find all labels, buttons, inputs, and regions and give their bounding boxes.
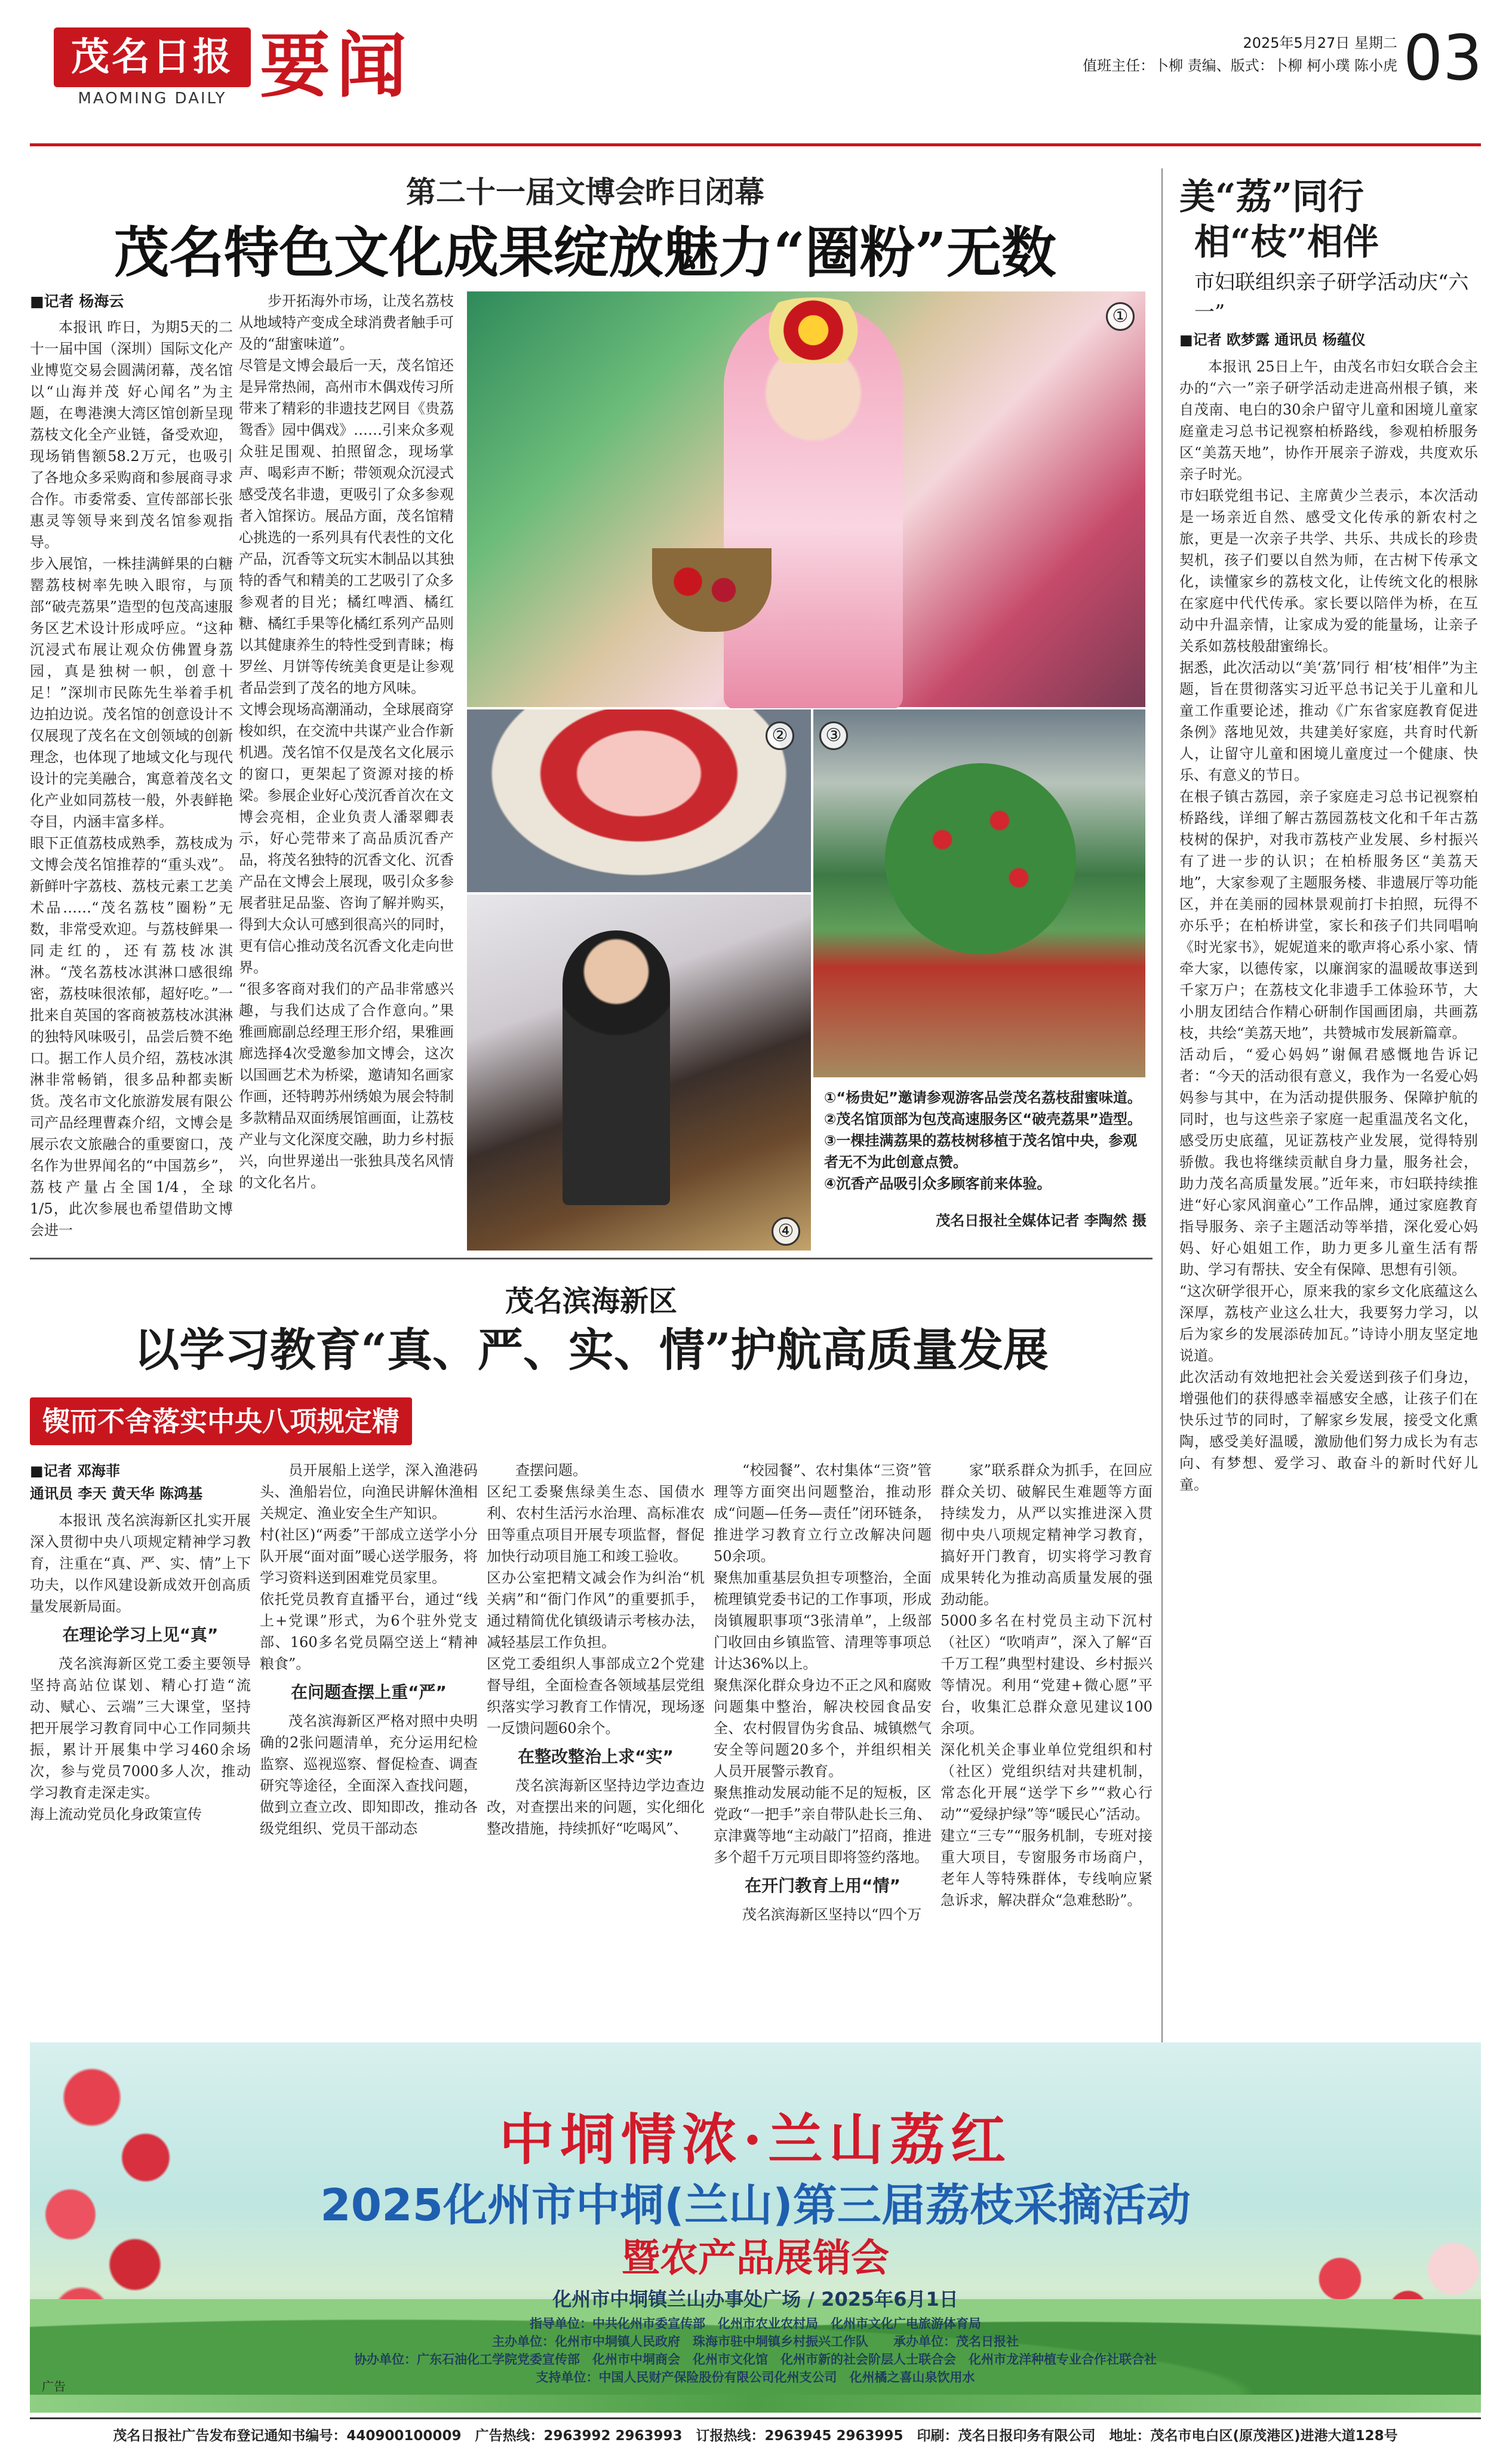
side-headline-1: 美“荔”同行	[1179, 176, 1364, 218]
article1-headline: 茂名特色文化成果绽放魅力“圈粉”无数	[114, 220, 1056, 285]
article1-col2-text: 步开拓海外市场，让茂名荔枝从地域特产变成全球消费者触手可及的“甜蜜味道”。 尽管是文博会最后一天，茂名馆还是异常热闹，高州市木偶戏传习所带来了精彩的非遗技艺网目《贵荔鸳香》园中偶戏》……引来众多观众驻足围观、拍照留念，现场掌声、喝彩声不断；带领观众沉浸式感受茂名非遗，更吸引了众多参观者入馆探访。展品方面，茂名馆精心挑选的一系列具有代表性的文化产品，沉香等文玩实木制品以其独特的香气和精美的工艺吸引了众多参观者的目光；橘红啤酒、橘红糖、橘红手果等化橘红系列产品则以其健康养生的特性受到青睐；梅罗丝、月饼等传统美食更是让参观者品尝到了茂名的地方风味。 文博会现场高潮涌动，全球展商穿梭如织，在交流中共谋产业合作新机遇。茂名馆不仅是茂名文化展示的窗口，更架起了资源对接的桥梁。参展企业好心茂沉香首次在文博会亮相，企业负责人潘翠卿表示，好心莞带来了高品质沉香产品，将茂名独特的沉香文化、沉香产品在文博会上展现，吸引众多参展者驻足品鉴、咨询了解并购买，得到大众认可感到很高兴的同时，更有信心推动茂名沉香文化走向世界。 “很多客商对我们的产品非常感兴趣，与我们达成了合作意向。”果雅画廊副总经理王形介绍，果雅画廊选择4次受邀参加文博会，这次以国画艺术为桥梁，邀请知名画家作画，还特聘苏州绣娘为展会特制多款精品双面绣展馆画面，让荔枝产业与文化深度交融，助力乡村振兴，向世界递出一张独具茂名风情的文化名片。	[239, 293, 454, 1191]
editors: 值班主任：卜柳 责编、版式：卜柳 柯小璞 陈小虎	[1083, 57, 1397, 74]
article2-rule	[30, 1258, 1153, 1259]
badge-1: ①	[1106, 302, 1135, 331]
article2-sub3: 在整改整治上求“实”	[518, 1747, 674, 1766]
article2-col4b-text: 茂名滨海新区坚持以“四个万	[742, 1906, 922, 1923]
article2-col3b-text: 茂名滨海新区坚持边学边查边改，对查摆出来的问题，实化细化整改措施，持续抓好“吃喝风”、	[487, 1777, 705, 1837]
article1-kicker: 第二十一届文博会昨日闭幕	[406, 174, 764, 210]
article2-col1b-text: 茂名滨海新区党工委主要领导坚持高站位谋划、精心打造“流动、赋心、云端”三大课堂，坚持把开展学习教育同中心工作同频共振，累计开展集中学习460余场次，参与党员7000多人次，推动学习教育走深走实。 海上流动党员化身政策宣传	[30, 1655, 251, 1823]
badge-2: ②	[766, 721, 794, 750]
ad-line2: 2025化州市中垌(兰山)第三届荔枝采摘活动	[320, 2180, 1191, 2231]
photo-4	[466, 893, 812, 1252]
article1-col2	[239, 290, 454, 1204]
article2-col3	[487, 1460, 705, 2027]
article2-banner-text: 锲而不舍落实中央八项规定精神	[42, 1405, 399, 1485]
ad-sponsor-guide: 指导单位：中共化州市委宣传部 化州市农业农村局 化州市文化广电旅游体育局	[530, 2316, 981, 2331]
issue-date: 2025年5月27日 星期二	[1243, 35, 1397, 51]
side-byline: ■记者 欧梦露 通讯员 杨蕴仪	[1179, 331, 1366, 348]
article2-col2	[260, 1460, 478, 2027]
article2-col5-text: 家”联系群众为抓手，在回应群众关切、破解民生难题等方面持续发力，从严以实推进深入贯彻中央八项规定精神学习教育，搞好开门教育，切实将学习教育成果转化为推动高质量发展的强劲动能。 5000多名在村党员主动下沉村（社区）“吹哨声”，深入了解“百千万工程”典型村建设、乡村振兴等情况。利用“党建+微心愿”平台，收集汇总群众意见建议100余项。 深化机关企事业单位党组织和村（社区）党组织结对共建机制，常态化开展“送学下乡”“救心行动”“爱绿护绿”等“暖民心”活动。 建立“三专”“服务机制，专班对接重大项目，专窗服务市场商户，老年人等特殊群体，专线响应紧急诉求，解决群众“急难愁盼”。	[941, 1462, 1153, 1909]
header-rule	[30, 143, 1481, 146]
article2-col1-text: 本报讯 茂名滨海新区扎实开展深入贯彻中央八项规定精神学习教育，注重在“真、严、实、情”上下功夫，以作风建设新成效开创高质量发展新局面。	[30, 1512, 251, 1615]
photo-credit: 茂名日报社全媒体记者 李陶然 摄	[936, 1212, 1147, 1229]
logo-en: MAOMING DAILY	[78, 90, 227, 107]
side-headline-2: 相“枝”相伴	[1194, 222, 1379, 263]
article2-col1	[30, 1510, 251, 2047]
article2-col4-text: “校园餐”、农村集体“三资”管理等方面突出问题整治，推动形成“问题—任务—责任”闭环链条，推进学习教育立行立改解决问题50余项。 聚焦加重基层负担专项整治，全面梳理镇党委书记的工作事项，形成岗镇履职事项“3张清单”，上级部门收回由乡镇监管、清理等事项总计达36%以上。 聚焦深化群众身边不正之风和腐败问题集中整治，解决校园食品安全、农村假冒伪劣食品、城镇燃气安全等问题20多个，并组织相关人员开展警示教育。 聚焦推动发展动能不足的短板，区党政“一把手”亲自带队赴长三角、京津冀等地“主动敲门”招商，推进多个超千万元项目即将签约落地。	[714, 1462, 932, 1866]
article2-col5	[941, 1460, 1153, 2027]
photo-2	[466, 708, 812, 893]
side-body-text: 本报讯 25日上午，由茂名市妇女联合会主办的“六一”亲子研学活动走进高州根子镇，来自茂南、电白的30余户留守儿童和困境儿童家庭童走习总书记视察柏桥路线，参观柏桥服务区“美荔天地”，协作开展亲子游戏，共度欢乐亲子时光。 市妇联党组书记、主席黄少兰表示，本次活动是一场亲近自然、感受文化传承的新农村之旅，更是一次亲子共学、共乐、共成长的珍贵契机，孩子们要以自然为师，在古树下传承文化，读懂家乡的荔枝文化，让传统文化的根脉在家庭中代代传承。家长要以陪伴为桥，在互动中升温亲情，让家成为爱的能量场，让亲子关系如荔枝般甜蜜绵长。 据悉，此次活动以“美‘荔’同行 相‘枝’相伴”为主题，旨在贯彻落实习近平总书记关于儿童和儿童工作重要论述，推动《广东省家庭教育促进条例》落地见效，共建美好家庭，共育时代新人，让留守儿童和困境儿童度过一个健康、快乐、有意义的节日。 在根子镇古荔园，亲子家庭走习总书记视察柏桥路线，详细了解古荔园荔枝文化和千年古荔枝树的保护，对我市荔枝产业发展、乡村振兴有了进一步的认识；在柏桥服务区“美荔天地”，大家参观了主题服务楼、非遗展厅等功能区，并在美丽的园林景观前打卡拍照，玩得不亦乐乎；在柏桥讲堂，家长和孩子们共同唱响《时光家书》，妮妮道来的歌声将心系小家、情牵大家，以德传家，以廉润家的温暖故事送到千家万户；在荔枝文化非遗手工体验环节，大小朋友团结合作精心研制作国画团扇，共画荔枝，共绘“美荔天地”，共赞城市发展新篇章。 活动后，“爱心妈妈”谢佩君感慨地告诉记者：“今天的活动很有意义，我作为一名爱心妈妈参与其中，在为活动提供服务、保障护航的同时，也与这些亲子家庭一起重温茂名文化，感受历史底蕴，见证荔枝产业发展，觉得特别骄傲。我也将继续贡献自身力量，服务社会，助力茂名高质量发展。”近年来，市妇联持续推进“好心家风润童心”工作品牌，通过家庭教育指导服务、亲子主题活动等举措，深化爱心妈妈、好心姐姐工作，助力更多儿童生活有帮助、学习有帮扶、安全有保障、思想有引领。 “这次研学很开心，原来我的家乡文化底蕴这么深厚，荔枝产业这么壮大，我要努力学习，以后为家乡的发展添砖加瓦。”诗诗小朋友坚定地说道。 此次活动有效地把社会关爱送到孩子们身边，增强他们的获得感幸福感安全感，让孩子们在快乐过节的同时，了解家乡发展，接受文化熏陶，感受美好温暖，激励他们努力成长为有志向、有梦想、爱学习、敢奋斗的新时代好儿童。	[1179, 358, 1478, 1493]
article2-headline: 以学习教育“真、严、实、情”护航高质量发展	[134, 1323, 1049, 1377]
article2-kicker: 茂名滨海新区	[505, 1285, 677, 1318]
article2-col2-text: 员开展船上送学，深入渔港码头、渔船岩位，向渔民讲解休渔相关规定、渔业安全生产知识。 村(社区)“两委”干部成立送学小分队开展“面对面”暖心送学服务，将学习资料送到困难党员家里。 依托党员教育直播平台，通过“线上+党课”形式，为6个驻外党支部、160多名党员隔空送上“精神粮食”。	[260, 1462, 478, 1672]
article2-sub2: 在问题查摆上重“严”	[291, 1682, 447, 1702]
article2-byline: ■记者 邓海菲 通讯员 李天 黄天华 陈鸿基	[30, 1463, 203, 1502]
ad-place-visible: 化州市中垌镇兰山办事处广场 / 2025年6月1日	[552, 2288, 958, 2311]
ad-line1: 中垌情浓·兰山荔红	[499, 2107, 1012, 2172]
lychee-tree	[885, 763, 1076, 954]
article1-col1	[30, 317, 233, 1239]
side-divider	[1161, 168, 1163, 2235]
article2-col4	[714, 1460, 932, 2027]
footer: 茂名日报社广告发布登记通知书编号：440900100009 广告热线：2963992 2963993 订报热线：2963945 2963995 印刷：茂名日报印务有限公司 地址：茂名市电白区(原茂港区)进港大道128号	[113, 2428, 1398, 2444]
exhibitor-figure	[724, 303, 903, 709]
section-title: 要闻	[260, 24, 413, 107]
side-body	[1179, 356, 1478, 2028]
logo-text: 茂名日报	[71, 35, 233, 79]
visitor-figure	[563, 930, 670, 1205]
photo-3	[812, 708, 1147, 1079]
logo	[54, 27, 251, 87]
article2-col2b-text: 茂名滨海新区严格对照中央明确的2张问题清单，充分运用纪检监察、巡视巡察、督促检查、调查研究等途径，全面深入查找问题，做到立查立改、即知即改，推动各级党组织、党员干部动态	[260, 1713, 478, 1837]
photo-caption-text: ①“杨贵妃”邀请参观游客品尝茂名荔枝甜蜜味道。 ②茂名馆顶部为包茂高速服务区“破壳荔果”造型。 ③一棵挂满荔果的荔枝树移植于茂名馆中央，参观者无不为此创意点赞。 ④沉香产品吸引众多顾客前来体验。	[824, 1089, 1142, 1192]
side-subhead: 市妇联组织亲子研学活动庆“六一”	[1194, 271, 1469, 324]
photo-caption	[824, 1087, 1147, 1231]
ad-sponsor-co: 协办单位：广东石油化工学院党委宣传部 化州市中垌商会 化州市文化馆 化州市新的社会阶层人士联合会 化州市龙洋种植专业合作社联合社	[354, 2352, 1157, 2367]
ad-line3: 暨农产品展销会	[622, 2236, 889, 2281]
footer-rule	[30, 2417, 1481, 2419]
ad-sponsor-lines	[30, 2042, 1481, 2395]
ad-label-visible: 广告	[42, 2379, 66, 2394]
ad-bottom	[30, 2395, 1481, 2413]
badge-3: ③	[819, 721, 848, 750]
photo-1	[466, 290, 1147, 708]
ad-sponsor-host: 主办单位：化州市中垌镇人民政府 珠海市驻中垌镇乡村振兴工作队 承办单位：茂名日报社	[492, 2334, 1019, 2349]
article1-byline: ■记者 杨海云	[30, 293, 124, 310]
page-number: 03	[1403, 21, 1483, 94]
article2-col3-text: 查摆问题。 区纪工委聚焦绿美生态、国债水利、农村生活污水治理、高标准农田等重点项目开展专项监督，督促加快行动项目施工和竣工验收。 区办公室把精文减会作为纠治“机关病”和“衙门作风”的重要抓手，通过精简优化镇级请示考核办法，减轻基层工作负担。 区党工委组织人事部成立2个党建督导组，全面检查各领域基层党组织落实学习教育工作情况，现场逐一反馈问题60余个。	[487, 1462, 705, 1737]
ad-sponsor-support: 支持单位：中国人民财产保险股份有限公司化州支公司 化州橘之喜山泉饮用水	[536, 2370, 975, 2385]
article1-col1-text: 本报讯 昨日，为期5天的二十一届中国（深圳）国际文化产业博览交易会圆满闭幕，茂名馆以“山海并茂 好心闻名”为主题，在粤港澳大湾区馆创新呈现荔枝文化全产业链，备受欢迎，现场销售额58.2万元，也吸引了各地众多采购商和参展商寻求合作。市委常委、宣传部部长张惠灵等领导来到茂名馆参观指导。 步入展馆，一株挂满鲜果的白糖罂荔枝树率先映入眼帘，与顶部“破壳荔果”造型的包茂高速服务区艺术设计形成呼应。“这种沉浸式布展让观众仿佛置身荔园，真是独树一帜，创意十足！”深圳市民陈先生举着手机边拍边说。茂名馆的创意设计不仅展现了茂名在文创领域的创新理念，也体现了地域文化与现代设计的完美融合，寓意着茂名文化产业如同荔枝一般，外表鲜艳夺目，内涵丰富多样。 眼下正值荔枝成熟季，荔枝成为文博会茂名馆推荐的“重头戏”。新鲜叶字荔枝、荔枝元素工艺美术品……“茂名荔枝”圈粉”无数，非常受欢迎。与荔枝鲜果一同走红的，还有荔枝冰淇淋。“茂名荔枝冰淇淋口感很绵密，荔枝味很浓郁，超好吃。”一批来自英国的客商被荔枝冰淇淋的独特风味吸引，品尝后赞不绝口。据工作人员介绍，荔枝冰淇淋非常畅销，很多品种都卖断货。茂名市文化旅游发展有限公司产品经理曹森介绍，文博会是展示农文旅融合的重要窗口，茂名作为世界闻名的“中国荔乡”，荔枝产量占全国1/4，全球1/5，此次参展也希望借助文博会进一	[30, 319, 233, 1239]
masthead	[54, 21, 1487, 113]
article2-sub4: 在开门教育上用“情”	[745, 1876, 901, 1895]
badge-4: ④	[772, 1217, 800, 1246]
article2-sub1: 在理论学习上见“真”	[62, 1625, 219, 1645]
headdress	[748, 297, 879, 363]
